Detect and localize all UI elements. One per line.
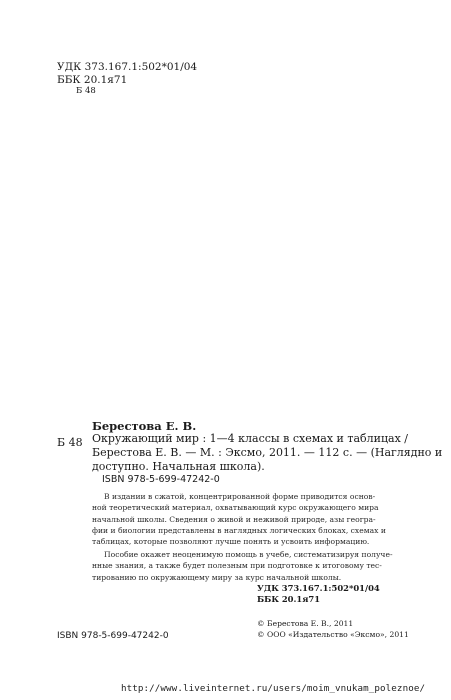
isbn: ISBN 978-5-699-47242-0 [102,474,220,485]
biblio-line: Берестова Е. В. — М. : Эксмо, 2011. — 112 с. — (Наглядно и [92,446,443,459]
author-mark-record: Б 48 [57,436,83,449]
annotation-line: ной теоретический материал, охватывающий курс окружающего мира [92,503,379,513]
annotation-line: фии и биологии представлены в наглядных логических блоках, схемах и [92,525,386,535]
annotation-line: начальной школы. Сведения о живой и неживой природе, азы геогра- [92,514,376,524]
bbk-code: ББК 20.1я71 [57,74,128,86]
author-name: Берестова Е. В. [92,419,197,433]
watermark-url: http://www.liveinternet.ru/users/moim_vnukam_poleznoe/ [121,683,426,694]
biblio-line: доступно. Начальная школа). [92,460,265,473]
annotation-paragraph [92,549,397,583]
annotation-paragraph [92,491,397,547]
annotation-line: В издании в сжатой, концентрированной форме приводится основ- [104,492,376,501]
bbk-code-bottom: ББК 20.1я71 [257,594,321,604]
copyright-author: © Берестова Е. В., 2011 [257,619,354,628]
biblio-line: Окружающий мир : 1—4 классы в схемах и таблицах / [92,432,408,445]
author-mark: Б 48 [76,86,96,96]
udk-code-bottom: УДК 373.167.1:502*01/04 [257,583,380,593]
udk-code: УДК 373.167.1:502*01/04 [57,61,198,73]
bibliographic-description [92,432,443,474]
annotation-line: нные знания, а также будет полезным при подготовке к итоговому тес- [92,561,382,571]
copyright-publisher: © ООО «Издательство «Эксмо», 2011 [257,630,409,639]
isbn-footer: ISBN 978-5-699-47242-0 [57,631,169,641]
annotation-line: таблицах, которые позволяют лучше понять и усвоить информацию. [92,537,370,547]
annotation-line: Пособие окажет неоценимую помощь в учебе, систематизируя получе- [104,550,393,559]
annotation-line: тированию по окружающему миру за курс начальной школы. [92,572,342,582]
